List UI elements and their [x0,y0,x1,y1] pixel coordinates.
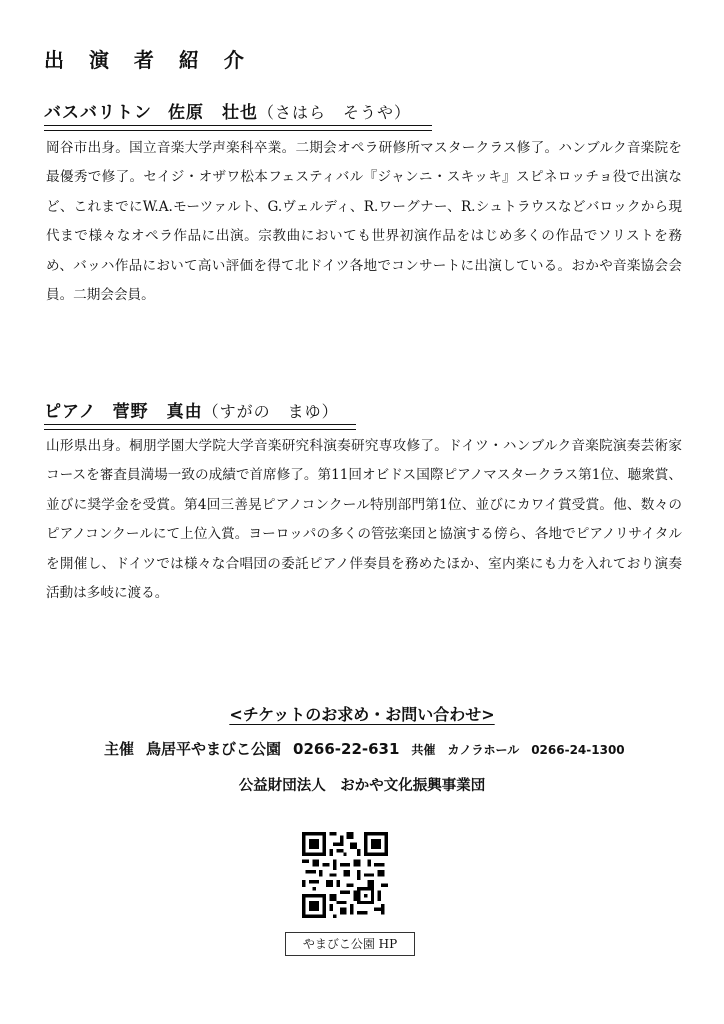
qr-caption: やまびこ公園 HP [285,932,415,956]
performer-name: 佐原 壮也 [168,103,258,123]
performer-role: ピアノ [44,402,97,422]
heading-double-underline [44,125,432,131]
performer-reading: （すがの まゆ） [202,402,339,421]
organizer-label: 主催 [104,740,135,758]
inquiry-heading: <チケットのお求め・お問い合わせ> [229,705,495,724]
performer-name: 菅野 真由 [112,402,203,422]
organizer-tel: 0266-22-631 [293,740,400,758]
performer-heading-2 [44,397,356,430]
performer-role: バスバリトン [44,103,152,123]
organizer-line [104,738,625,759]
page-title: 出 演 者 紹 介 [44,48,253,72]
performer-reading: （さはら そうや） [258,103,412,122]
performer-heading-1 [44,98,432,131]
qr-code-icon[interactable] [300,832,390,918]
cosponsor-name: カノラホール [447,743,520,757]
corporation-name: 公益財団法人 おかや文化振興事業団 [238,778,486,794]
performer-bio-2: 山形県出身。桐朋学園大学院大学音楽研究科演奏研究専攻修了。ドイツ・ハンブルク音楽院演奏芸術家コースを審査員満場一致の成績で首席修了。第11回オビドス国際ピアノマスタークラス第1位、聴衆賞、並びに奨学金を受賞。第4回三善晃ピアノコンクール特別部門第1位、並びにカワイ賞受賞。他、数々のピアノコンクールにて上位入賞。ヨーロッパの多くの管弦楽団と協演する傍ら、各地でピアノリサイタルを開催し、ドイツでは様々な合唱団の委託ピアノ伴奏員を務めたほか、室内楽にも力を入れており演奏活動は多岐に渡る。 [46,438,682,602]
performer-bio-1: 岡谷市出身。国立音楽大学声楽科卒業。二期会オペラ研修所マスタークラス修了。ハンブルク音楽院を最優秀で修了。セイジ・オザワ松本フェスティバル『ジャンニ・スキッキ』スピネロッチョ役で出演など、これまでにW.A.モーツァルト、G.ヴェルディ、R.ワーグナー、R.シュトラウスなどバロックから現代まで様々なオペラ作品に出演。宗教曲においても世界初演作品をはじめ多くの作品でソリストを務め、バッハ作品において高い評価を得て北ドイツ各地でコンサートに出演している。おかや音楽協会会員。二期会会員。 [46,140,682,304]
organizer-name: 鳥居平やまびこ公園 [146,740,282,758]
cosponsor-label: 共催 [411,743,436,757]
heading-double-underline [44,424,356,430]
cosponsor-tel: 0266-24-1300 [531,743,625,757]
